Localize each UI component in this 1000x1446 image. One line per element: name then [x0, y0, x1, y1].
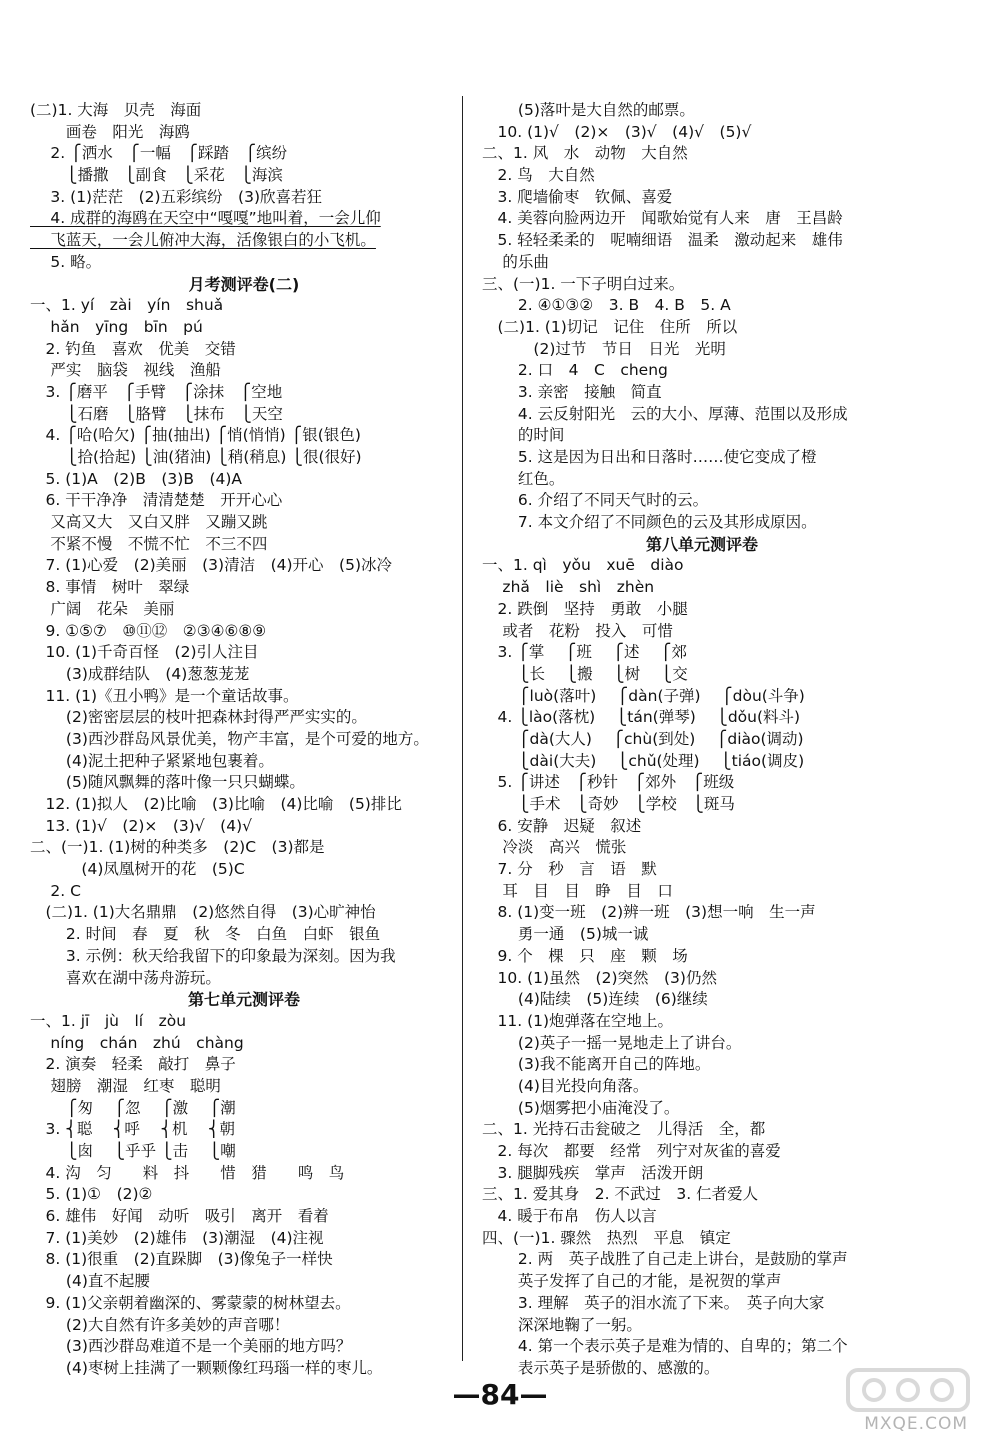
answer-right-line: (5)烟雾把小庙淹没了。	[482, 1098, 680, 1117]
answer-left-line: 又高又大 又白又胖 又蹦又跳	[30, 513, 268, 532]
answer-right-line: 2. 跌倒 坚持 勇敢 小腿	[482, 599, 688, 618]
answer-left-line: 翅膀 潮湿 红枣 聪明	[30, 1076, 221, 1095]
answer-left-line: 5. (1)A (2)B (3)B (4)A	[30, 469, 243, 488]
answer-left-line: 2. 钓鱼 喜欢 优美 交错	[30, 339, 236, 358]
answer-left-line: 13. (1)√ (2)× (3)√ (4)√	[30, 816, 253, 835]
answer-right-line: 10. (1)√ (2)× (3)√ (4)√ (5)√	[482, 122, 752, 141]
answer-column-left	[30, 100, 458, 1380]
page-number: —84—	[452, 1378, 548, 1411]
answer-right-line: 5. 轻轻柔柔的 呢喃细语 温柔 激动起来 雄伟	[482, 231, 843, 250]
answer-right-line: (2)英子一摇一晃地走上了讲台。	[482, 1033, 742, 1052]
answer-right-line: 5. ⎧讲述 ⎧秒针 ⎧郊外 ⎧班级	[482, 773, 735, 792]
answer-left-line: (4)泥土把种子紧紧地包裹着。	[30, 751, 274, 770]
answer-left-line: 画卷 阳光 海鸥	[30, 122, 190, 141]
answer-right-line: 2. 口 4 C cheng	[482, 361, 668, 380]
answer-left-line: 6. 干干净净 清清楚楚 开开心心	[30, 491, 283, 510]
answer-left-line: 广阔 花朵 美丽	[30, 599, 175, 618]
answer-right-line: 一、1. qì yǒu xuē diào	[482, 556, 684, 575]
answer-right-line: 的时间	[482, 426, 565, 445]
answer-right-line: 2. 鸟 大自然	[482, 166, 595, 185]
answer-right-line: 6. 安静 迟疑 叙述	[482, 816, 642, 835]
answer-right-line: 7. 本文介绍了不同颜色的云及其形成原因。	[482, 513, 817, 532]
answer-right-line: 10. (1)虽然 (2)突然 (3)仍然	[482, 968, 717, 987]
watermark-text: MXQE.COM	[864, 1414, 968, 1434]
answer-right-line: 四、(一)1. 骤然 热烈 平息 镇定	[482, 1228, 731, 1247]
answer-right-line: (4)目光投向角落。	[482, 1076, 649, 1095]
section-heading: 第七单元测评卷	[187, 990, 300, 1010]
answer-left-line: 7. (1)心爱 (2)美丽 (3)清洁 (4)开心 (5)冰冷	[30, 556, 392, 575]
answer-right-line: (二)1. (1)切记 记住 住所 所以	[482, 317, 738, 336]
answer-right-line: 三、(一)1. 一下子明白过来。	[482, 274, 685, 293]
answer-right-line: 勇一通 (5)城一诚	[482, 925, 649, 944]
answer-left-line: 一、1. yí zài yín shuǎ	[30, 296, 224, 315]
answer-right-line: 耳 目 目 睁 目 口	[482, 881, 673, 900]
answer-right-line: (4)陆续 (5)连续 (6)继续	[482, 990, 708, 1009]
answer-right-line: zhǎ liè shì zhèn	[482, 578, 655, 597]
answer-right-line: 5. 这是因为日出和日落时……使它变成了橙	[482, 448, 817, 466]
answer-right-line: 二、1. 风 水 动物 大自然	[482, 144, 688, 163]
answer-left-line: 4. 沟 匀 料 抖 惜 猎 鸣 鸟	[30, 1163, 345, 1182]
answer-left-line: 不紧不慢 不慌不忙 不三不四	[30, 534, 268, 553]
section-heading: 月考测评卷(二)	[188, 274, 300, 294]
answer-right-line: 8. (1)变一班 (2)辨一班 (3)想一响 生一声	[482, 903, 816, 922]
answer-right-line: 表示英子是骄傲的、感激的。	[482, 1358, 720, 1377]
answer-left-line: 2. 演奏 轻柔 敲打 鼻子	[30, 1055, 236, 1074]
column-divider	[462, 96, 463, 1361]
answer-right-line: 3. ⎧掌 ⎧班 ⎧述 ⎧郊	[482, 643, 687, 662]
answer-right-line: 深深地鞠了一躬。	[482, 1315, 642, 1334]
answer-left-line: 9. ①⑤⑦ ⑩⑪⑫ ②③④⑥⑧⑨	[30, 621, 267, 640]
answer-right-line: (5)落叶是大自然的邮票。	[482, 101, 695, 119]
answer-left-line: 2. C	[30, 881, 81, 900]
answer-left-line: 一、1. jī jù lí zòu	[30, 1011, 187, 1030]
answer-left-line: 严实 脑袋 视线 渔船	[30, 361, 221, 380]
answer-left-line: 飞蓝天，一会儿俯冲大海，活像银白的小飞机。	[30, 231, 376, 250]
answer-right-line: 3. 亲密 接触 简直	[482, 382, 662, 401]
answer-right-line: 英子发挥了自己的才能，是祝贺的掌声	[482, 1272, 782, 1291]
answer-right-line: 红色。	[482, 469, 565, 488]
answer-right-line: 4. 云反射阳光 云的大小、厚薄、范围以及形成	[482, 404, 848, 423]
answer-left-line: (4)凤凰树开的花 (5)C	[30, 860, 245, 879]
answer-left-line: (二)1. 大海 贝壳 海面	[30, 101, 202, 119]
answer-right-line: 7. 分 秒 言 语 默	[482, 860, 657, 879]
answer-left-line: (二)1. (1)大名鼎鼎 (2)悠然自得 (3)心旷神怡	[30, 903, 376, 922]
answer-right-line: 4. 暖于布帛 伤人以言	[482, 1207, 657, 1226]
answer-left-line: ⎩拾(拾起) ⎩油(猪油) ⎩稍(稍息) ⎩很(很好)	[30, 448, 362, 466]
answer-left-line: (3)西沙群岛难道不是一个美丽的地方吗？	[30, 1337, 352, 1356]
section-heading: 第八单元测评卷	[645, 534, 758, 554]
answer-left-line: ⎩播撒 ⎩副食 ⎩采花 ⎩海滨	[30, 166, 283, 185]
answer-right-line: 二、1. 光持石击瓮破之 儿得活 全，都	[482, 1120, 766, 1139]
answer-left-line: (2)大自然有许多美妙的声音哪！	[30, 1315, 290, 1334]
answer-right-line: 3. 爬墙偷枣 钦佩、喜爱	[482, 187, 673, 206]
answer-right-line: 4. 美蓉向脸两边开 闻歌始觉有人来 唐 王昌龄	[482, 209, 843, 228]
answer-right-line: ⎩长 ⎩搬 ⎩树 ⎩交	[482, 664, 688, 683]
answer-left-line: 3. ⎧磨平 ⎧手臂 ⎧涂抹 ⎧空地	[30, 382, 283, 401]
answer-right-line: 4. ⎩lào(落枕) ⎩tán(弹琴) ⎩dǒu(料斗)	[482, 708, 801, 727]
answer-left-line: 3. 示例：秋天给我留下的印象最为深刻。因为我	[30, 946, 396, 965]
answer-left-line: 3. ⎨聪 ⎨呼 ⎨机 ⎨朝	[30, 1120, 235, 1139]
answer-left-line: (4)枣树上挂满了一颗颗像红玛瑙一样的枣儿。	[30, 1358, 383, 1377]
answer-left-line: 12. (1)拟人 (2)比喻 (3)比喻 (4)比喻 (5)排比	[30, 795, 402, 813]
answer-left-line: 3. (1)茫茫 (2)五彩缤纷 (3)欣喜若狂	[30, 187, 323, 206]
answer-right-line: ⎧dà(大人) ⎧chù(到处) ⎧diào(调动)	[482, 729, 804, 748]
answer-left-line: 2. ⎧洒水 ⎧一幅 ⎧踩踏 ⎧缤纷	[30, 144, 288, 163]
answer-right-line: (3)我不能离开自己的阵地。	[482, 1055, 711, 1074]
answer-right-line: ⎧luò(落叶) ⎧dàn(子弹) ⎧dòu(斗争)	[482, 686, 805, 705]
answer-left-line: 2. 时间 春 夏 秋 冬 白鱼 白虾 银鱼	[30, 925, 381, 944]
answer-left-line: 5. 略。	[30, 252, 102, 271]
answer-right-line: 6. 介绍了不同天气时的云。	[482, 491, 709, 510]
answer-left-line: 5. (1)① (2)②	[30, 1185, 153, 1204]
answer-right-line: 或者 花粉 投入 可惜	[482, 621, 673, 640]
answer-left-line: ⎩石磨 ⎩胳臂 ⎩抹布 ⎩天空	[30, 404, 283, 423]
answer-left-line: 7. (1)美妙 (2)雄伟 (3)潮湿 (4)注视	[30, 1228, 324, 1247]
answer-left-line: (4)直不起腰	[30, 1272, 150, 1291]
answer-left-line: 喜欢在湖中荡舟游玩。	[30, 968, 221, 987]
answer-right-line: 2. ④①③② 3. B 4. B 5. A	[482, 296, 731, 315]
answer-left-line: 4. ⎧哈(哈欠) ⎧抽(抽出) ⎧悄(悄悄) ⎧银(银色)	[30, 426, 361, 445]
answer-left-line: 6. 雄伟 好闻 动听 吸引 离开 看着	[30, 1207, 329, 1226]
answer-left-line: 4. 成群的海鸥在天空中“嘎嘎”地叫着，一会儿仰	[30, 209, 381, 228]
answer-right-line: 11. (1)炮弹落在空地上。	[482, 1011, 674, 1030]
answer-right-line: 4. 第一个表示英子是难为情的、自卑的；第二个	[482, 1337, 848, 1356]
answer-left-line: 11. (1)《丑小鸭》是一个童话故事。	[30, 686, 299, 705]
answer-right-line: 三、1. 爱其身 2. 不武过 3. 仁者爱人	[482, 1185, 759, 1204]
answer-left-line: níng chán zhú chàng	[30, 1033, 244, 1052]
answer-left-line: (2)密密层层的枝叶把森林封得严严实实的。	[30, 708, 367, 727]
answer-left-line: hǎn yīng bīn pú	[30, 317, 203, 336]
answer-right-line: 9. 个 棵 只 座 颗 场	[482, 946, 688, 965]
answer-right-line: 3. 腿脚残疾 掌声 活泼开朗	[482, 1163, 704, 1182]
answer-left-line: (5)随风飘舞的落叶像一只只蝴蝶。	[30, 773, 305, 792]
answer-left-line: 8. (1)很重 (2)直跺脚 (3)像兔子一样快	[30, 1250, 333, 1269]
answer-right-line: ⎩手术 ⎩奇妙 ⎩学校 ⎩斑马	[482, 795, 735, 813]
answer-column-right	[482, 100, 922, 1380]
answer-right-line: (2)过节 节日 日光 光明	[482, 339, 726, 358]
answer-right-line: 冷淡 高兴 慌张	[482, 838, 627, 857]
answer-right-line: ⎩dài(大夫) ⎩chǔ(处理) ⎩tiáo(调皮)	[482, 751, 805, 770]
answer-left-line: 8. 事情 树叶 翠绿	[30, 578, 190, 597]
answer-left-line: (3)成群结队 (4)葱葱茏茏	[30, 664, 250, 683]
answer-left-line: ⎩囱 ⎩乎乎 ⎩击 ⎩嘲	[30, 1142, 236, 1160]
answer-right-line: 2. 每次 都要 经常 列宁对灰雀的喜爱	[482, 1142, 781, 1160]
answer-right-line: 的乐曲	[482, 252, 549, 271]
answer-left-line: ⎧匆 ⎧忽 ⎧激 ⎧潮	[30, 1098, 236, 1117]
answer-right-line: 2. 两 英子战胜了自己走上讲台，是鼓励的掌声	[482, 1250, 848, 1269]
answer-right-line: 3. 理解 英子的泪水流了下来。 英子向大家	[482, 1293, 825, 1312]
answer-left-line: 10. (1)千奇百怪 (2)引人注目	[30, 643, 259, 662]
answer-left-line: (3)西沙群岛风景优美，物产丰富，是个可爱的地方。	[30, 729, 429, 748]
answer-left-line: 二、(一)1. (1)树的种类多 (2)C (3)都是	[30, 838, 325, 857]
answer-left-line: 9. (1)父亲朝着幽深的、雾蒙蒙的树林望去。	[30, 1293, 351, 1312]
